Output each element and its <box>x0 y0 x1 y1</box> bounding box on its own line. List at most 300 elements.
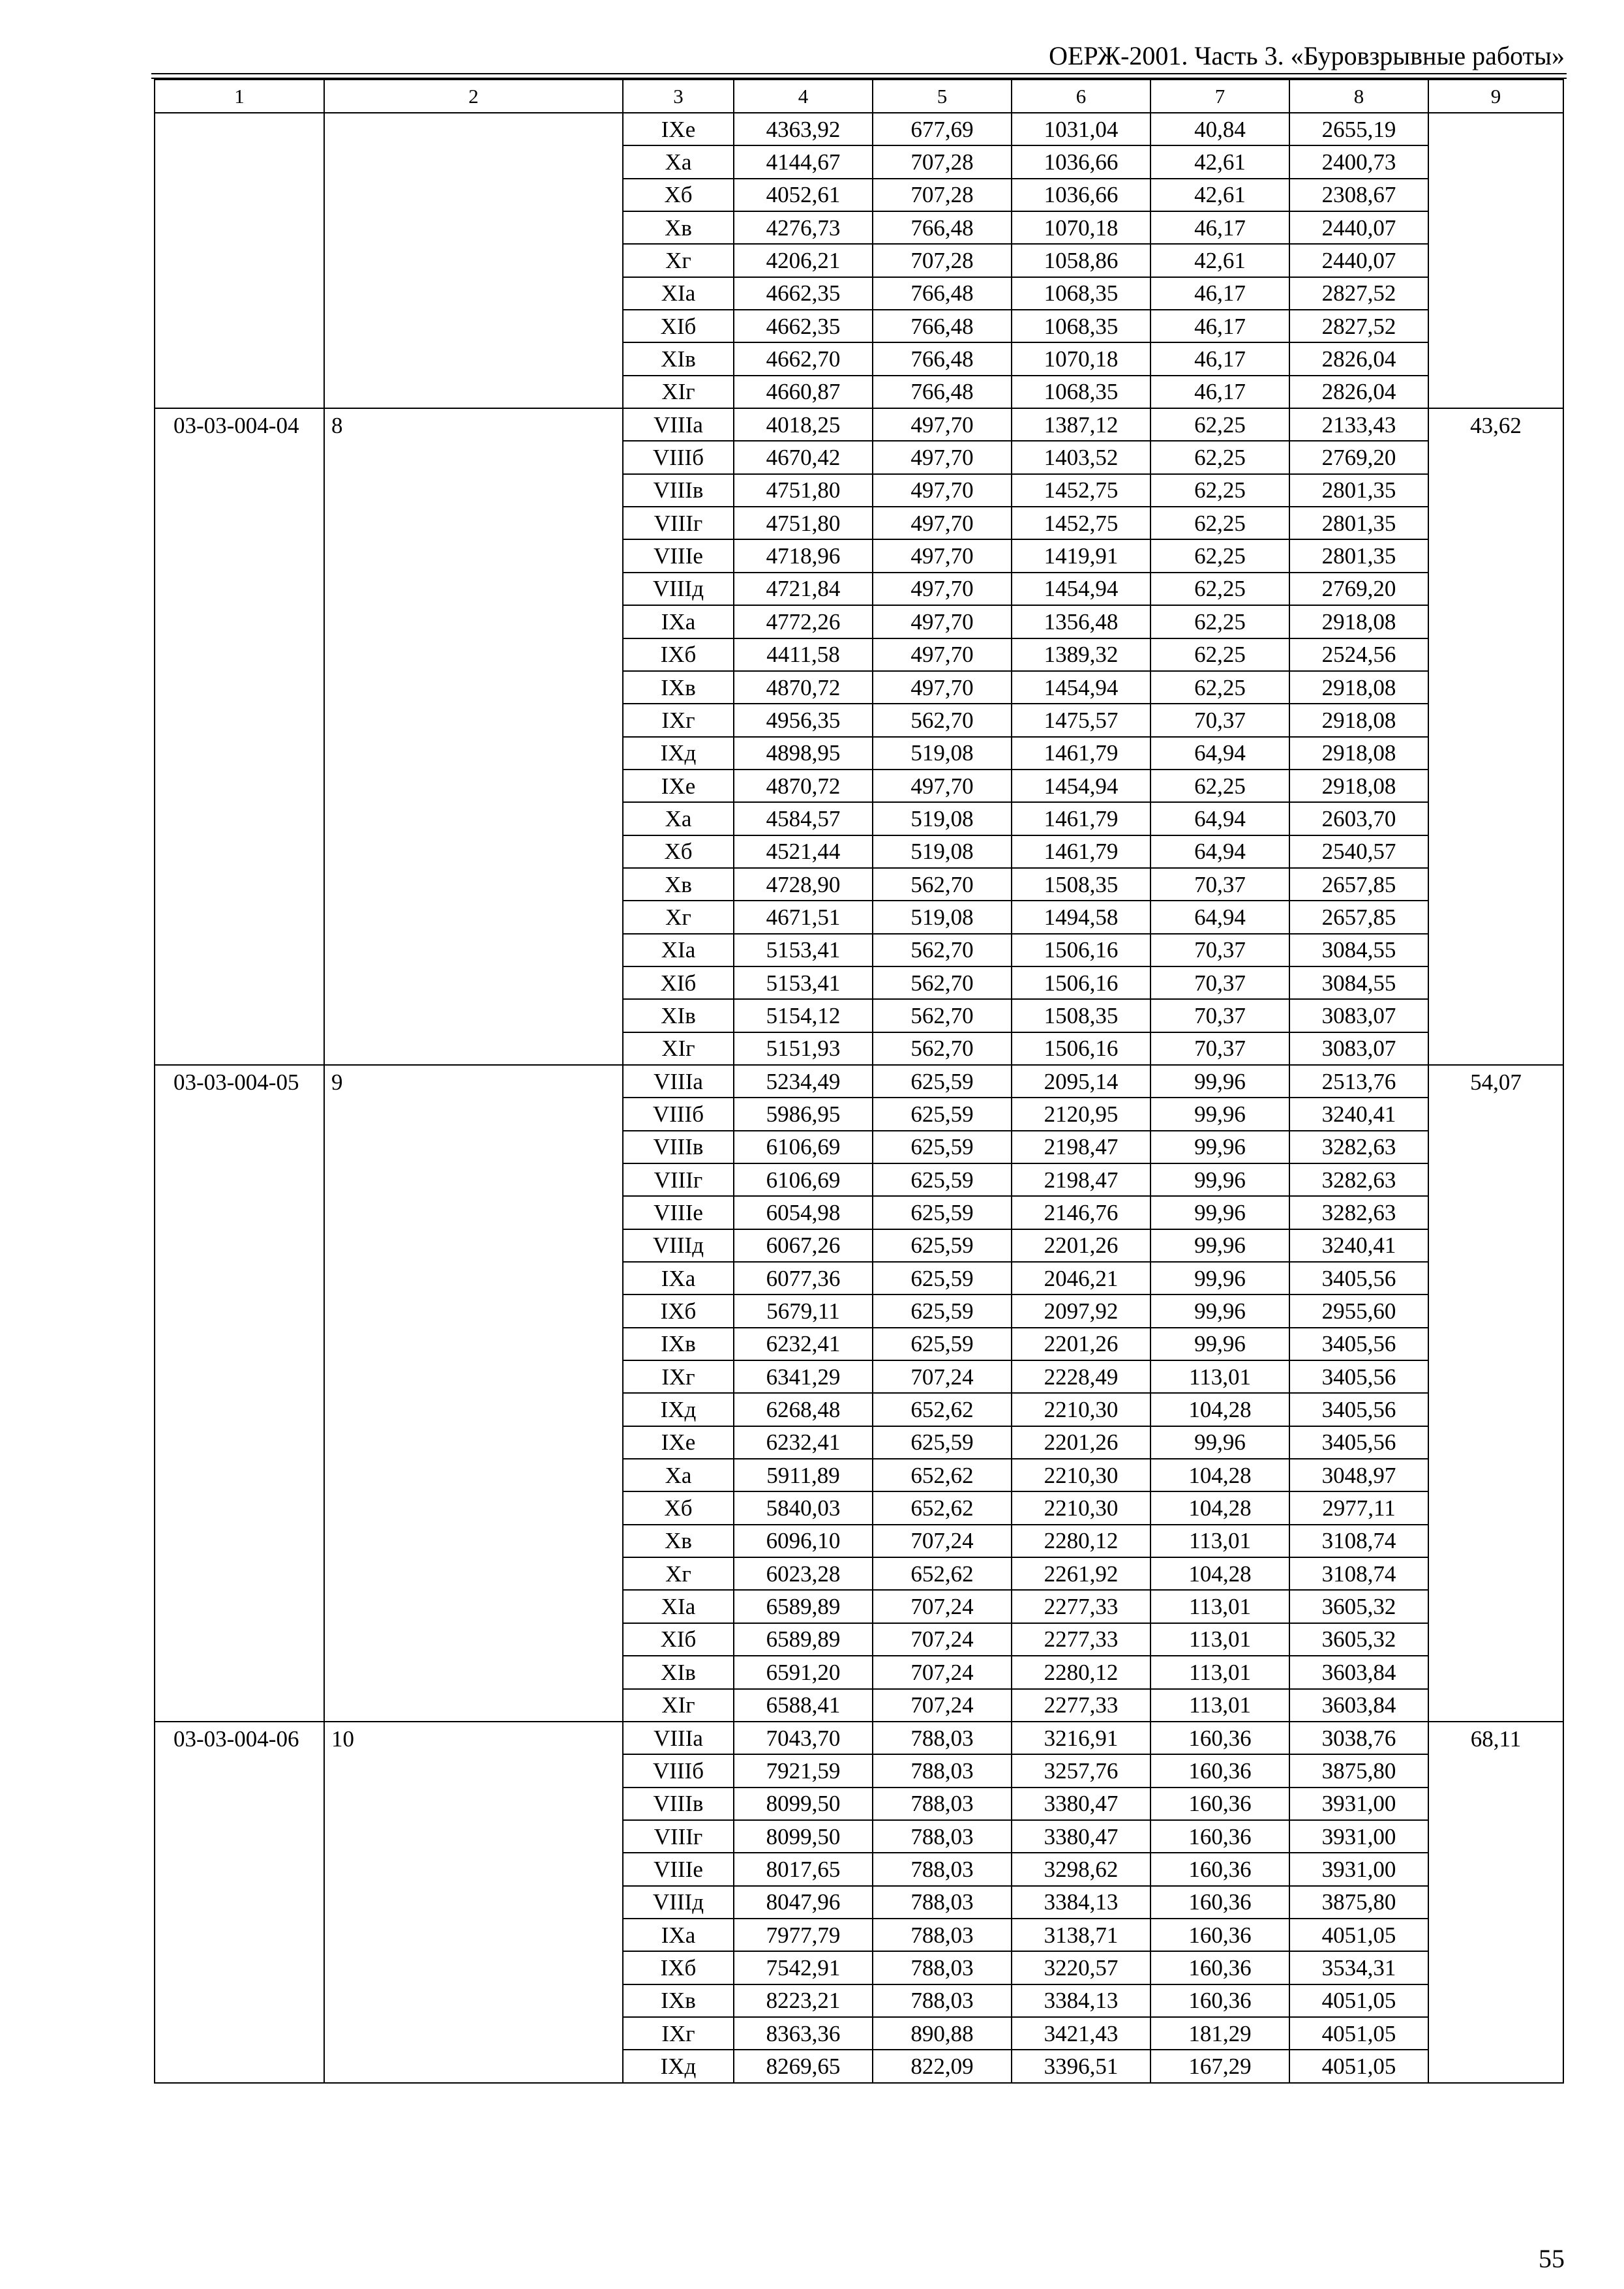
value-cell: 497,70 <box>873 539 1012 572</box>
value-cell: 788,03 <box>873 1886 1012 1919</box>
value-cell: 40,84 <box>1150 113 1289 145</box>
code-cell <box>155 113 324 408</box>
category-cell: Xг <box>623 901 734 933</box>
value-cell: 2280,12 <box>1012 1656 1150 1688</box>
value-cell: 99,96 <box>1150 1196 1289 1229</box>
value-cell: 6077,36 <box>734 1262 873 1294</box>
value-cell: 3603,84 <box>1289 1656 1428 1688</box>
value-cell: 3084,55 <box>1289 966 1428 999</box>
value-cell: 160,36 <box>1150 1919 1289 1951</box>
category-cell: IXе <box>623 113 734 145</box>
value-cell: 46,17 <box>1150 376 1289 408</box>
value-cell: 167,29 <box>1150 2050 1289 2082</box>
value-cell: 113,01 <box>1150 1360 1289 1393</box>
value-cell: 788,03 <box>873 1919 1012 1951</box>
value-cell: 3084,55 <box>1289 934 1428 966</box>
value-cell: 2657,85 <box>1289 901 1428 933</box>
value-cell: 2095,14 <box>1012 1065 1150 1098</box>
value-cell: 519,08 <box>873 802 1012 835</box>
value-cell: 625,59 <box>873 1098 1012 1130</box>
value-cell: 822,09 <box>873 2050 1012 2082</box>
category-cell: IXа <box>623 1262 734 1294</box>
value-cell: 3875,80 <box>1289 1754 1428 1787</box>
value-cell: 5154,12 <box>734 999 873 1032</box>
value-cell: 46,17 <box>1150 211 1289 244</box>
category-cell: XIг <box>623 1689 734 1722</box>
value-cell: 3931,00 <box>1289 1820 1428 1853</box>
value-cell: 2210,30 <box>1012 1459 1150 1491</box>
value-cell: 2120,95 <box>1012 1098 1150 1130</box>
category-cell: XIб <box>623 1623 734 1656</box>
value-cell: 42,61 <box>1150 145 1289 178</box>
category-cell: XIг <box>623 376 734 408</box>
value-cell: 3405,56 <box>1289 1393 1428 1426</box>
category-cell: IXв <box>623 1984 734 2017</box>
value-cell: 113,01 <box>1150 1689 1289 1722</box>
value-cell: 5840,03 <box>734 1491 873 1524</box>
value-cell: 3931,00 <box>1289 1788 1428 1820</box>
category-cell: Xв <box>623 868 734 901</box>
value-cell: 1494,58 <box>1012 901 1150 933</box>
value-cell: 1036,66 <box>1012 145 1150 178</box>
category-cell: IXб <box>623 1951 734 1984</box>
column-9-cell: 43,62 <box>1428 408 1563 1065</box>
table-row <box>155 113 1563 145</box>
value-cell: 2769,20 <box>1289 573 1428 605</box>
value-cell: 62,25 <box>1150 408 1289 441</box>
code-cell: 03-03-004-04 <box>155 408 324 1065</box>
value-cell: 3083,07 <box>1289 999 1428 1032</box>
value-cell: 3038,76 <box>1289 1722 1428 1754</box>
category-cell: VIIIг <box>623 1163 734 1196</box>
category-cell: XIа <box>623 277 734 310</box>
value-cell: 113,01 <box>1150 1525 1289 1557</box>
value-cell: 4051,05 <box>1289 2050 1428 2082</box>
column-header: 7 <box>1150 80 1289 113</box>
value-cell: 652,62 <box>873 1491 1012 1524</box>
value-cell: 2201,26 <box>1012 1229 1150 1262</box>
value-cell: 519,08 <box>873 737 1012 770</box>
value-cell: 2955,60 <box>1289 1294 1428 1327</box>
category-cell: IXб <box>623 638 734 671</box>
value-cell: 99,96 <box>1150 1262 1289 1294</box>
category-cell: XIг <box>623 1032 734 1065</box>
value-cell: 99,96 <box>1150 1229 1289 1262</box>
value-cell: 3384,13 <box>1012 1984 1150 2017</box>
value-cell: 99,96 <box>1150 1328 1289 1360</box>
value-cell: 2261,92 <box>1012 1557 1150 1590</box>
category-cell: IXд <box>623 2050 734 2082</box>
value-cell: 3216,91 <box>1012 1722 1150 1754</box>
value-cell: 1461,79 <box>1012 835 1150 868</box>
value-cell: 1452,75 <box>1012 474 1150 507</box>
value-cell: 562,70 <box>873 966 1012 999</box>
value-cell: 519,08 <box>873 901 1012 933</box>
value-cell: 562,70 <box>873 1032 1012 1065</box>
value-cell: 1508,35 <box>1012 999 1150 1032</box>
value-cell: 6106,69 <box>734 1131 873 1163</box>
value-cell: 1461,79 <box>1012 802 1150 835</box>
value-cell: 562,70 <box>873 868 1012 901</box>
value-cell: 8223,21 <box>734 1984 873 2017</box>
value-cell: 5911,89 <box>734 1459 873 1491</box>
value-cell: 62,25 <box>1150 441 1289 473</box>
value-cell: 707,24 <box>873 1623 1012 1656</box>
value-cell: 99,96 <box>1150 1163 1289 1196</box>
column-header: 6 <box>1012 80 1150 113</box>
value-cell: 62,25 <box>1150 573 1289 605</box>
value-cell: 70,37 <box>1150 704 1289 736</box>
value-cell: 104,28 <box>1150 1557 1289 1590</box>
value-cell: 62,25 <box>1150 638 1289 671</box>
value-cell: 2655,19 <box>1289 113 1428 145</box>
value-cell: 3282,63 <box>1289 1163 1428 1196</box>
value-cell: 64,94 <box>1150 802 1289 835</box>
value-cell: 99,96 <box>1150 1294 1289 1327</box>
value-cell: 625,59 <box>873 1262 1012 1294</box>
value-cell: 70,37 <box>1150 966 1289 999</box>
value-cell: 625,59 <box>873 1196 1012 1229</box>
value-cell: 5986,95 <box>734 1098 873 1130</box>
value-cell: 625,59 <box>873 1163 1012 1196</box>
category-cell: Xб <box>623 835 734 868</box>
value-cell: 3048,97 <box>1289 1459 1428 1491</box>
category-cell: IXв <box>623 1328 734 1360</box>
value-cell: 625,59 <box>873 1131 1012 1163</box>
value-cell: 652,62 <box>873 1459 1012 1491</box>
value-cell: 788,03 <box>873 1984 1012 2017</box>
value-cell: 1454,94 <box>1012 573 1150 605</box>
value-cell: 1454,94 <box>1012 770 1150 802</box>
value-cell: 160,36 <box>1150 1820 1289 1853</box>
value-cell: 1036,66 <box>1012 179 1150 211</box>
value-cell: 2308,67 <box>1289 179 1428 211</box>
value-cell: 1068,35 <box>1012 277 1150 310</box>
value-cell: 497,70 <box>873 671 1012 704</box>
value-cell: 652,62 <box>873 1393 1012 1426</box>
value-cell: 2540,57 <box>1289 835 1428 868</box>
value-cell: 1070,18 <box>1012 211 1150 244</box>
value-cell: 2524,56 <box>1289 638 1428 671</box>
category-cell: VIIIд <box>623 1229 734 1262</box>
value-cell: 4206,21 <box>734 244 873 277</box>
column-header: 3 <box>623 80 734 113</box>
value-cell: 4671,51 <box>734 901 873 933</box>
value-cell: 3083,07 <box>1289 1032 1428 1065</box>
value-cell: 6023,28 <box>734 1557 873 1590</box>
category-cell: VIIIг <box>623 1820 734 1853</box>
value-cell: 3534,31 <box>1289 1951 1428 1984</box>
value-cell: 6589,89 <box>734 1623 873 1656</box>
value-cell: 3396,51 <box>1012 2050 1150 2082</box>
column-header: 9 <box>1428 80 1563 113</box>
value-cell: 70,37 <box>1150 999 1289 1032</box>
column-header: 5 <box>873 80 1012 113</box>
value-cell: 8099,50 <box>734 1820 873 1853</box>
table-body <box>155 80 1563 2083</box>
value-cell: 3220,57 <box>1012 1951 1150 1984</box>
value-cell: 4898,95 <box>734 737 873 770</box>
value-cell: 766,48 <box>873 211 1012 244</box>
value-cell: 1031,04 <box>1012 113 1150 145</box>
value-cell: 562,70 <box>873 999 1012 1032</box>
value-cell: 2603,70 <box>1289 802 1428 835</box>
number-cell <box>324 113 623 408</box>
category-cell: VIIIб <box>623 1754 734 1787</box>
code-cell: 03-03-004-06 <box>155 1722 324 2083</box>
value-cell: 46,17 <box>1150 342 1289 375</box>
category-cell: VIIIа <box>623 408 734 441</box>
value-cell: 788,03 <box>873 1951 1012 1984</box>
value-cell: 2827,52 <box>1289 310 1428 342</box>
table-row <box>155 1722 1563 1754</box>
category-cell: VIIIе <box>623 1196 734 1229</box>
value-cell: 2657,85 <box>1289 868 1428 901</box>
value-cell: 8017,65 <box>734 1853 873 1885</box>
value-cell: 890,88 <box>873 2017 1012 2050</box>
category-cell: IXе <box>623 770 734 802</box>
value-cell: 1068,35 <box>1012 376 1150 408</box>
value-cell: 104,28 <box>1150 1459 1289 1491</box>
value-cell: 4051,05 <box>1289 1984 1428 2017</box>
value-cell: 2228,49 <box>1012 1360 1150 1393</box>
header-rule-top <box>151 73 1567 74</box>
value-cell: 160,36 <box>1150 1722 1289 1754</box>
value-cell: 3108,74 <box>1289 1525 1428 1557</box>
value-cell: 497,70 <box>873 770 1012 802</box>
value-cell: 62,25 <box>1150 770 1289 802</box>
value-cell: 788,03 <box>873 1788 1012 1820</box>
value-cell: 3384,13 <box>1012 1886 1150 1919</box>
category-cell: Xа <box>623 1459 734 1491</box>
value-cell: 160,36 <box>1150 1951 1289 1984</box>
category-cell: Xв <box>623 1525 734 1557</box>
category-cell: Xа <box>623 145 734 178</box>
value-cell: 5153,41 <box>734 934 873 966</box>
value-cell: 160,36 <box>1150 1754 1289 1787</box>
value-cell: 4662,35 <box>734 310 873 342</box>
value-cell: 2201,26 <box>1012 1426 1150 1459</box>
table-row <box>155 408 1563 441</box>
value-cell: 64,94 <box>1150 901 1289 933</box>
value-cell: 4052,61 <box>734 179 873 211</box>
value-cell: 160,36 <box>1150 1788 1289 1820</box>
value-cell: 6589,89 <box>734 1590 873 1623</box>
category-cell: VIIIг <box>623 507 734 539</box>
value-cell: 3240,41 <box>1289 1229 1428 1262</box>
value-cell: 4956,35 <box>734 704 873 736</box>
value-cell: 62,25 <box>1150 539 1289 572</box>
value-cell: 707,28 <box>873 244 1012 277</box>
value-cell: 6268,48 <box>734 1393 873 1426</box>
value-cell: 2826,04 <box>1289 342 1428 375</box>
value-cell: 1070,18 <box>1012 342 1150 375</box>
value-cell: 46,17 <box>1150 310 1289 342</box>
value-cell: 3603,84 <box>1289 1689 1428 1722</box>
value-cell: 497,70 <box>873 474 1012 507</box>
column-header: 2 <box>324 80 623 113</box>
value-cell: 652,62 <box>873 1557 1012 1590</box>
value-cell: 707,28 <box>873 145 1012 178</box>
category-cell: IXа <box>623 605 734 638</box>
category-cell: IXб <box>623 1294 734 1327</box>
value-cell: 497,70 <box>873 408 1012 441</box>
value-cell: 2440,07 <box>1289 211 1428 244</box>
number-cell: 10 <box>324 1722 623 2083</box>
category-cell: Xг <box>623 1557 734 1590</box>
column-header: 4 <box>734 80 873 113</box>
column-9-cell: 68,11 <box>1428 1722 1563 2083</box>
value-cell: 788,03 <box>873 1754 1012 1787</box>
value-cell: 6591,20 <box>734 1656 873 1688</box>
value-cell: 3405,56 <box>1289 1328 1428 1360</box>
value-cell: 625,59 <box>873 1328 1012 1360</box>
value-cell: 64,94 <box>1150 835 1289 868</box>
value-cell: 181,29 <box>1150 2017 1289 2050</box>
value-cell: 4870,72 <box>734 770 873 802</box>
value-cell: 497,70 <box>873 605 1012 638</box>
value-cell: 62,25 <box>1150 474 1289 507</box>
value-cell: 1387,12 <box>1012 408 1150 441</box>
value-cell: 766,48 <box>873 376 1012 408</box>
value-cell: 1506,16 <box>1012 934 1150 966</box>
value-cell: 160,36 <box>1150 1853 1289 1885</box>
value-cell: 2827,52 <box>1289 277 1428 310</box>
value-cell: 5153,41 <box>734 966 873 999</box>
value-cell: 1508,35 <box>1012 868 1150 901</box>
value-cell: 2801,35 <box>1289 539 1428 572</box>
value-cell: 2513,76 <box>1289 1065 1428 1098</box>
value-cell: 70,37 <box>1150 1032 1289 1065</box>
value-cell: 562,70 <box>873 704 1012 736</box>
category-cell: VIIIе <box>623 1853 734 1885</box>
value-cell: 3282,63 <box>1289 1196 1428 1229</box>
value-cell: 2046,21 <box>1012 1262 1150 1294</box>
value-cell: 62,25 <box>1150 507 1289 539</box>
column-9-cell: 54,07 <box>1428 1065 1563 1722</box>
category-cell: VIIIб <box>623 1098 734 1130</box>
value-cell: 4721,84 <box>734 573 873 605</box>
value-cell: 1506,16 <box>1012 1032 1150 1065</box>
value-cell: 70,37 <box>1150 934 1289 966</box>
value-cell: 42,61 <box>1150 179 1289 211</box>
value-cell: 519,08 <box>873 835 1012 868</box>
category-cell: IXг <box>623 1360 734 1393</box>
value-cell: 2400,73 <box>1289 145 1428 178</box>
value-cell: 1403,52 <box>1012 441 1150 473</box>
value-cell: 2210,30 <box>1012 1491 1150 1524</box>
value-cell: 3405,56 <box>1289 1262 1428 1294</box>
value-cell: 707,24 <box>873 1590 1012 1623</box>
category-cell: VIIIв <box>623 1131 734 1163</box>
value-cell: 1419,91 <box>1012 539 1150 572</box>
category-cell: IXа <box>623 1919 734 1951</box>
value-cell: 8099,50 <box>734 1788 873 1820</box>
value-cell: 677,69 <box>873 113 1012 145</box>
value-cell: 62,25 <box>1150 605 1289 638</box>
category-cell: VIIIв <box>623 474 734 507</box>
value-cell: 2801,35 <box>1289 474 1428 507</box>
category-cell: XIв <box>623 342 734 375</box>
category-cell: VIIIб <box>623 441 734 473</box>
value-cell: 2146,76 <box>1012 1196 1150 1229</box>
value-cell: 707,24 <box>873 1689 1012 1722</box>
value-cell: 6341,29 <box>734 1360 873 1393</box>
value-cell: 7043,70 <box>734 1722 873 1754</box>
value-cell: 6096,10 <box>734 1525 873 1557</box>
value-cell: 2918,08 <box>1289 704 1428 736</box>
category-cell: Xг <box>623 244 734 277</box>
category-cell: Xа <box>623 802 734 835</box>
value-cell: 5234,49 <box>734 1065 873 1098</box>
value-cell: 766,48 <box>873 277 1012 310</box>
value-cell: 8047,96 <box>734 1886 873 1919</box>
value-cell: 1461,79 <box>1012 737 1150 770</box>
value-cell: 2440,07 <box>1289 244 1428 277</box>
category-cell: IXг <box>623 704 734 736</box>
table-row <box>155 1065 1563 1098</box>
value-cell: 3380,47 <box>1012 1820 1150 1853</box>
value-cell: 2977,11 <box>1289 1491 1428 1524</box>
value-cell: 2918,08 <box>1289 737 1428 770</box>
value-cell: 2277,33 <box>1012 1623 1150 1656</box>
page-number: 55 <box>1539 2244 1565 2273</box>
category-cell: IXд <box>623 737 734 770</box>
value-cell: 6054,98 <box>734 1196 873 1229</box>
value-cell: 4772,26 <box>734 605 873 638</box>
value-cell: 7542,91 <box>734 1951 873 1984</box>
value-cell: 62,25 <box>1150 671 1289 704</box>
value-cell: 42,61 <box>1150 244 1289 277</box>
value-cell: 5679,11 <box>734 1294 873 1327</box>
value-cell: 1506,16 <box>1012 966 1150 999</box>
category-cell: XIа <box>623 1590 734 1623</box>
value-cell: 5151,93 <box>734 1032 873 1065</box>
value-cell: 2918,08 <box>1289 605 1428 638</box>
value-cell: 625,59 <box>873 1294 1012 1327</box>
category-cell: VIIIа <box>623 1065 734 1098</box>
value-cell: 4751,80 <box>734 474 873 507</box>
column-number-row <box>155 80 1563 113</box>
value-cell: 99,96 <box>1150 1098 1289 1130</box>
category-cell: Xв <box>623 211 734 244</box>
value-cell: 113,01 <box>1150 1656 1289 1688</box>
value-cell: 3605,32 <box>1289 1623 1428 1656</box>
value-cell: 6232,41 <box>734 1426 873 1459</box>
value-cell: 707,24 <box>873 1360 1012 1393</box>
category-cell: XIб <box>623 310 734 342</box>
value-cell: 70,37 <box>1150 868 1289 901</box>
value-cell: 99,96 <box>1150 1065 1289 1098</box>
value-cell: 2210,30 <box>1012 1393 1150 1426</box>
value-cell: 625,59 <box>873 1229 1012 1262</box>
value-cell: 2801,35 <box>1289 507 1428 539</box>
value-cell: 625,59 <box>873 1426 1012 1459</box>
value-cell: 4276,73 <box>734 211 873 244</box>
value-cell: 3605,32 <box>1289 1590 1428 1623</box>
value-cell: 3405,56 <box>1289 1360 1428 1393</box>
value-cell: 160,36 <box>1150 1886 1289 1919</box>
value-cell: 497,70 <box>873 507 1012 539</box>
value-cell: 46,17 <box>1150 277 1289 310</box>
value-cell: 3138,71 <box>1012 1919 1150 1951</box>
value-cell: 4660,87 <box>734 376 873 408</box>
value-cell: 1475,57 <box>1012 704 1150 736</box>
value-cell: 788,03 <box>873 1820 1012 1853</box>
value-cell: 4662,70 <box>734 342 873 375</box>
category-cell: VIIIе <box>623 539 734 572</box>
value-cell: 99,96 <box>1150 1131 1289 1163</box>
